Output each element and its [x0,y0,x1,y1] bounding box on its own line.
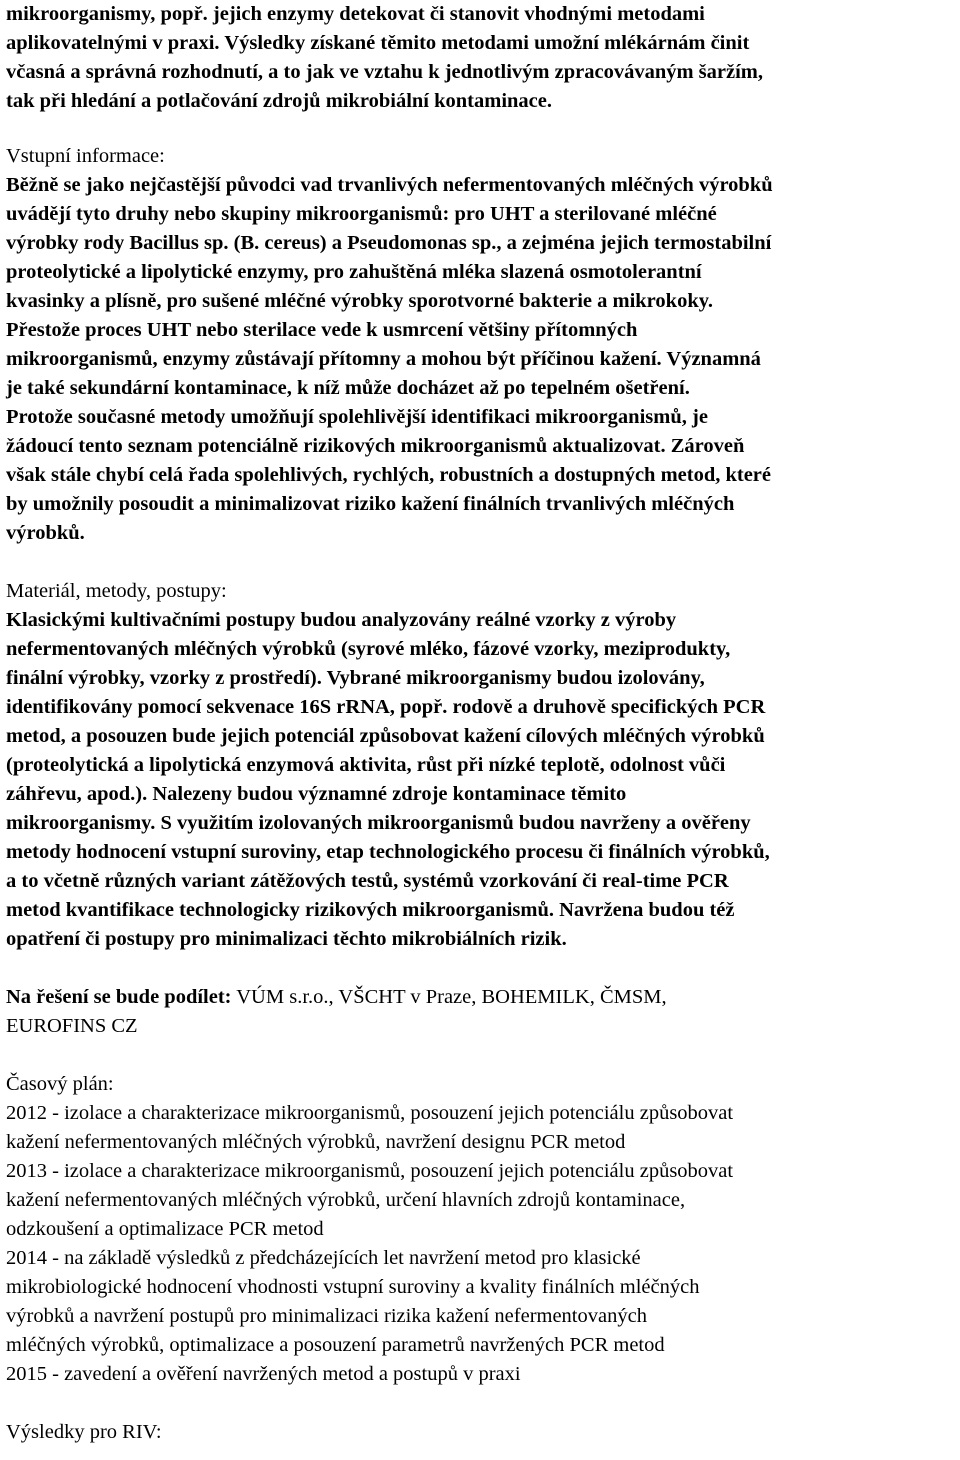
text-line: finální výrobky, vzorky z prostředí). Vybrané mikroorganismy budou izolovány, [6,667,705,689]
section-body [6,606,956,954]
text-line: mikrobiologické hodnocení vhodnosti vstupní suroviny a kvality finálních mléčných [6,1276,700,1298]
text-line: mléčných výrobků, optimalizace a posouzení parametrů navržených PCR metod [6,1334,665,1356]
text-line: a to včetně různých variant zátěžových testů, systémů vzorkování či real-time PCR [6,870,729,892]
text-line: identifikovány pomocí sekvenace 16S rRNA, popř. rodově a druhově specifických PCR [6,696,766,718]
text-line: nefermentovaných mléčných výrobků (syrové mléko, fázové vzorky, meziprodukty, [6,638,731,660]
section-heading: Vstupní informace: [6,145,165,167]
text-line: však stále chybí celá řada spolehlivých, rychlých, robustních a dostupných metod, které [6,464,771,486]
text-line: mikroorganismů, enzymy zůstávají přítomny a mohou být příčinou kažení. Významná [6,348,761,370]
spacer [6,1041,956,1070]
section-plan [6,1070,956,1389]
text-line: mikroorganismy. S využitím izolovaných mikroorganismů budou navrženy a ověřeny [6,812,751,834]
text-line: aplikovatelnými v praxi. Výsledky získané těmito metodami umožní mlékárnám činit [6,32,750,54]
text-line: (proteolytická a lipolytická enzymová aktivita, růst při nízké teplotě, odolnost vůči [6,754,726,776]
text-line: 2013 - izolace a charakterizace mikroorganismů, posouzení jejich potenciálu způsobovat [6,1160,734,1182]
participants-text: EUROFINS CZ [6,1015,138,1037]
text-line: metody hodnocení vstupní suroviny, etap technologického procesu či finálních výrobků, [6,841,770,863]
text-line: uvádějí tyto druhy nebo skupiny mikroorganismů: pro UHT a sterilované mléčné [6,203,717,225]
section-vstupni [6,142,956,548]
text-line: žádoucí tento seznam potenciálně rizikových mikroorganismů aktualizovat. Zároveň [6,435,745,457]
participants-text: VÚM s.r.o., VŠCHT v Praze, BOHEMILK, ČMSM, [231,986,667,1008]
text-line: včasná a správná rozhodnutí, a to jak ve vztahu k jednotlivým zpracovávaným šaržím, [6,61,763,83]
text-line: kažení nefermentovaných mléčných výrobků, navržení designu PCR metod [6,1131,626,1153]
text-line: je také sekundární kontaminace, k níž může docházet až po tepelném ošetření. [6,377,690,399]
spacer [6,954,956,983]
podil-first-line [6,983,956,1012]
section-vysledky [6,1418,956,1447]
section-material [6,577,956,954]
text-line: metod kvantifikace technologicky rizikových mikroorganismů. Navržena budou též [6,899,735,921]
section-heading: Výsledky pro RIV: [6,1421,162,1443]
text-line: opatření či postupy pro minimalizaci těchto mikrobiálních rizik. [6,928,567,950]
text-line: 2014 - na základě výsledků z předcházejících let navržení metod pro klasické [6,1247,641,1269]
spacer [6,116,956,142]
text-line: by umožnily posoudit a minimalizovat riziko kažení finálních trvanlivých mléčných [6,493,735,515]
text-line: kvasinky a plísně, pro sušené mléčné výrobky sporotvorné bakterie a mikrokoky. [6,290,713,312]
text-line: Přestože proces UHT nebo sterilace vede k usmrcení většiny přítomných [6,319,638,341]
text-line: metod, a posouzen bude jejich potenciál způsobovat kažení cílových mléčných výrobků [6,725,765,747]
text-line: kažení nefermentovaných mléčných výrobků, určení hlavních zdrojů kontaminace, [6,1189,686,1211]
spacer [6,548,956,577]
text-line: mikroorganismy, popř. jejich enzymy detekovat či stanovit vhodnými metodami [6,3,705,25]
section-body [6,171,956,548]
section-heading: Materiál, metody, postupy: [6,580,227,602]
section-body [6,1099,956,1389]
text-line: tak při hledání a potlačování zdrojů mikrobiální kontaminace. [6,90,552,112]
intro-paragraph [6,0,956,116]
text-line: Běžně se jako nejčastější původci vad trvanlivých nefermentovaných mléčných výrobků [6,174,773,196]
text-line: výrobky rody Bacillus sp. (B. cereus) a Pseudomonas sp., a zejména jejich termostabilní [6,232,772,254]
section-heading: Na řešení se bude podílet: [6,986,232,1008]
text-line: 2012 - izolace a charakterizace mikroorganismů, posouzení jejich potenciálu způsobovat [6,1102,734,1124]
text-line: 2015 - zavedení a ověření navržených metod a postupů v praxi [6,1363,521,1385]
text-line: Protože současné metody umožňují spolehlivější identifikaci mikroorganismů, je [6,406,708,428]
text-line: záhřevu, apod.). Nalezeny budou významné zdroje kontaminace těmito [6,783,627,805]
text-line: výrobků a navržení postupů pro minimalizaci rizika kažení nefermentovaných [6,1305,647,1327]
text-line: proteolytické a lipolytické enzymy, pro zahuštěná mléka slazená osmotolerantní [6,261,702,283]
spacer [6,1389,956,1418]
text-line: Klasickými kultivačními postupy budou analyzovány reálné vzorky z výroby [6,609,677,631]
section-podil [6,983,956,1041]
section-heading: Časový plán: [6,1073,114,1095]
text-line: odzkoušení a optimalizace PCR metod [6,1218,324,1240]
document-page [6,0,956,1447]
text-line: výrobků. [6,522,85,544]
